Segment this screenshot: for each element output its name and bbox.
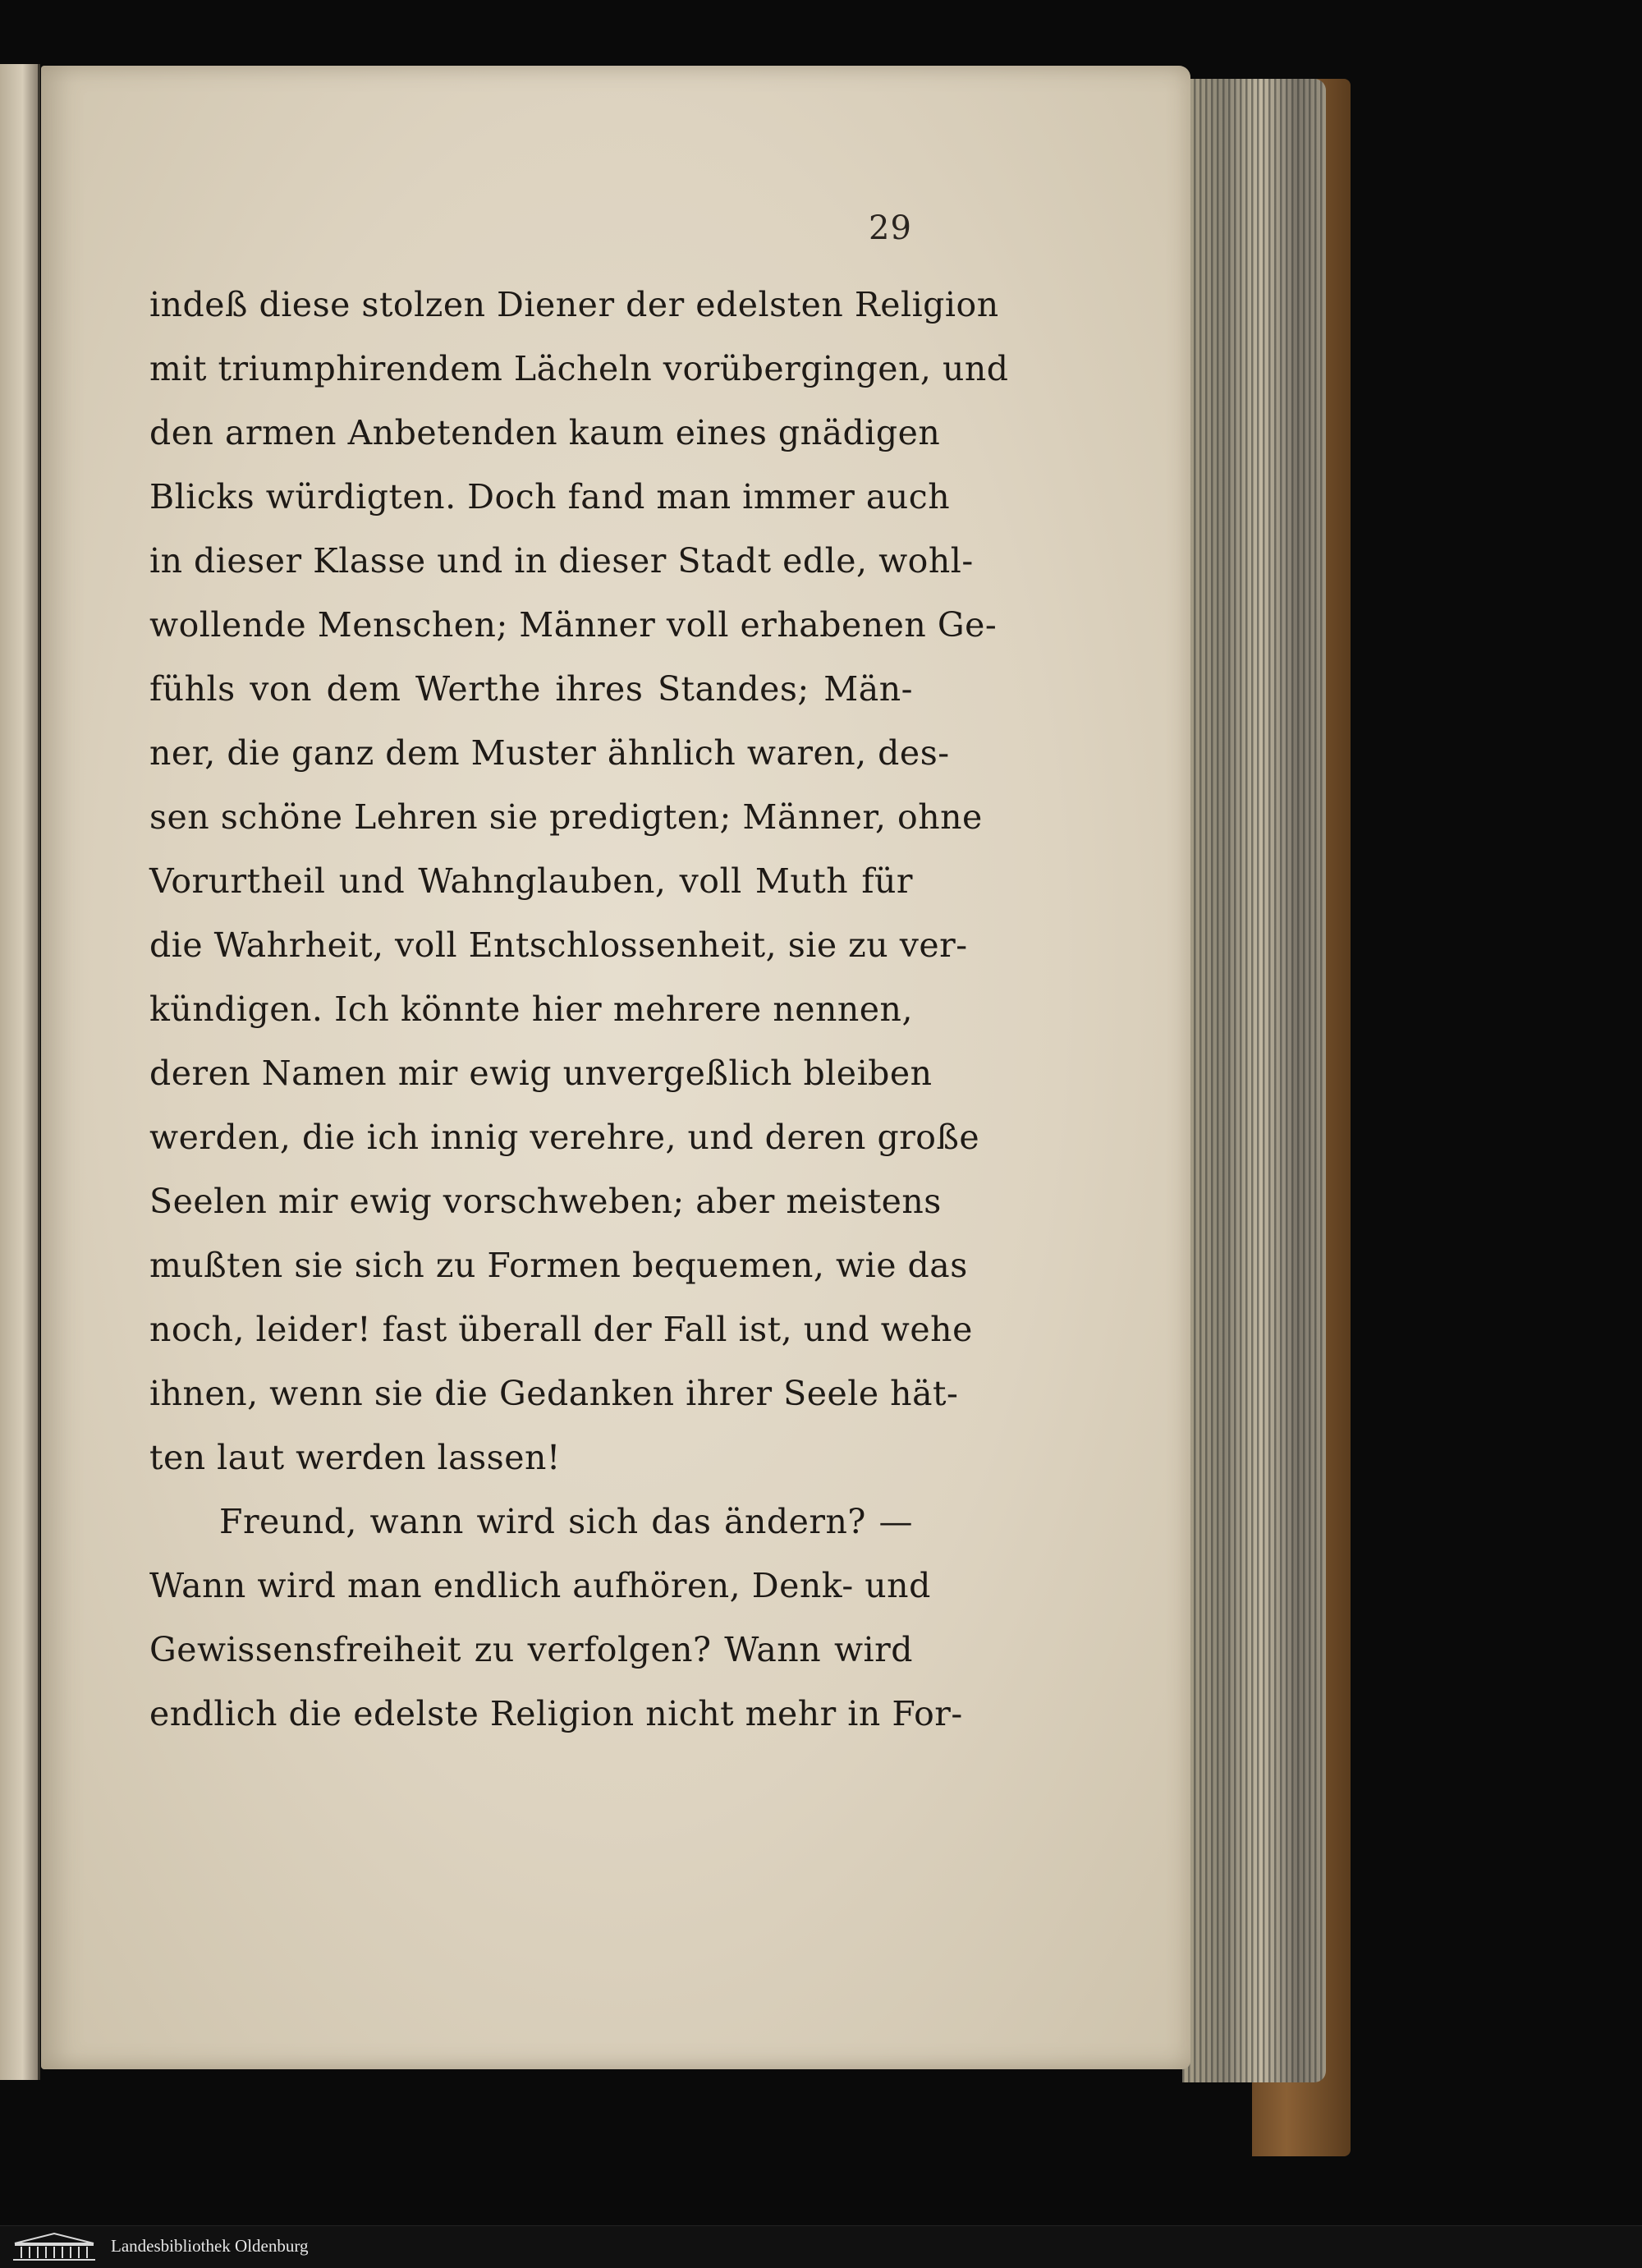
text-line: wollende Menschen; Männer voll erhabenen Ge- [149,605,998,645]
page-edges [1182,79,1326,2082]
text-line: sen schöne Lehren sie predigten; Männer, ohne [149,797,983,837]
text-line: den armen Anbetenden kaum eines gnädigen [149,413,941,452]
text-line: indeß diese stolzen Diener der edelsten Religion [149,285,999,324]
text-line: mußten sie sich zu Formen bequemen, wie das [149,1246,968,1285]
text-line: ihnen, wenn sie die Gedanken ihrer Seele hät- [149,1374,959,1413]
text-line: noch, leider! fast überall der Fall ist, und wehe [149,1310,973,1349]
text-line: kündigen. Ich könnte hier mehrere nennen, [149,989,913,1029]
text-line: Seelen mir ewig vorschweben; aber meistens [149,1182,942,1221]
left-page-edge [0,64,40,2080]
text-line: Freund, wann wird sich das ändern? — [219,1502,913,1541]
text-line: Wann wird man endlich aufhören, Denk- und [149,1566,931,1605]
text-line: fühls von dem Werthe ihres Standes; Män- [149,669,913,709]
library-building-icon [11,2232,97,2263]
text-line: endlich die edelste Religion nicht mehr in For- [149,1694,963,1733]
text-line: in dieser Klasse und in dieser Stadt edle, wohl- [149,541,974,581]
text-line: werden, die ich innig verehre, und deren große [149,1118,980,1157]
text-line: Gewissensfreiheit zu verfolgen? Wann wird [149,1630,913,1669]
footer-bar [0,2225,1642,2268]
text-line: ten laut werden lassen! [149,1438,561,1477]
text-line: Vorurtheil und Wahnglauben, voll Muth für [149,861,913,901]
text-line: deren Namen mir ewig unvergeßlich bleiben [149,1054,933,1093]
text-line: ner, die ganz dem Muster ähnlich waren, des- [149,733,950,773]
library-name[interactable]: Landesbibliothek Oldenburg [111,2236,309,2256]
page-text [149,273,1009,1746]
text-line: Blicks würdigten. Doch fand man immer auch [149,477,951,516]
page-number: 29 [869,209,912,247]
text-line: mit triumphirendem Lächeln vorübergingen, und [149,349,1009,388]
text-line: die Wahrheit, voll Entschlossenheit, sie zu ver- [149,925,968,965]
